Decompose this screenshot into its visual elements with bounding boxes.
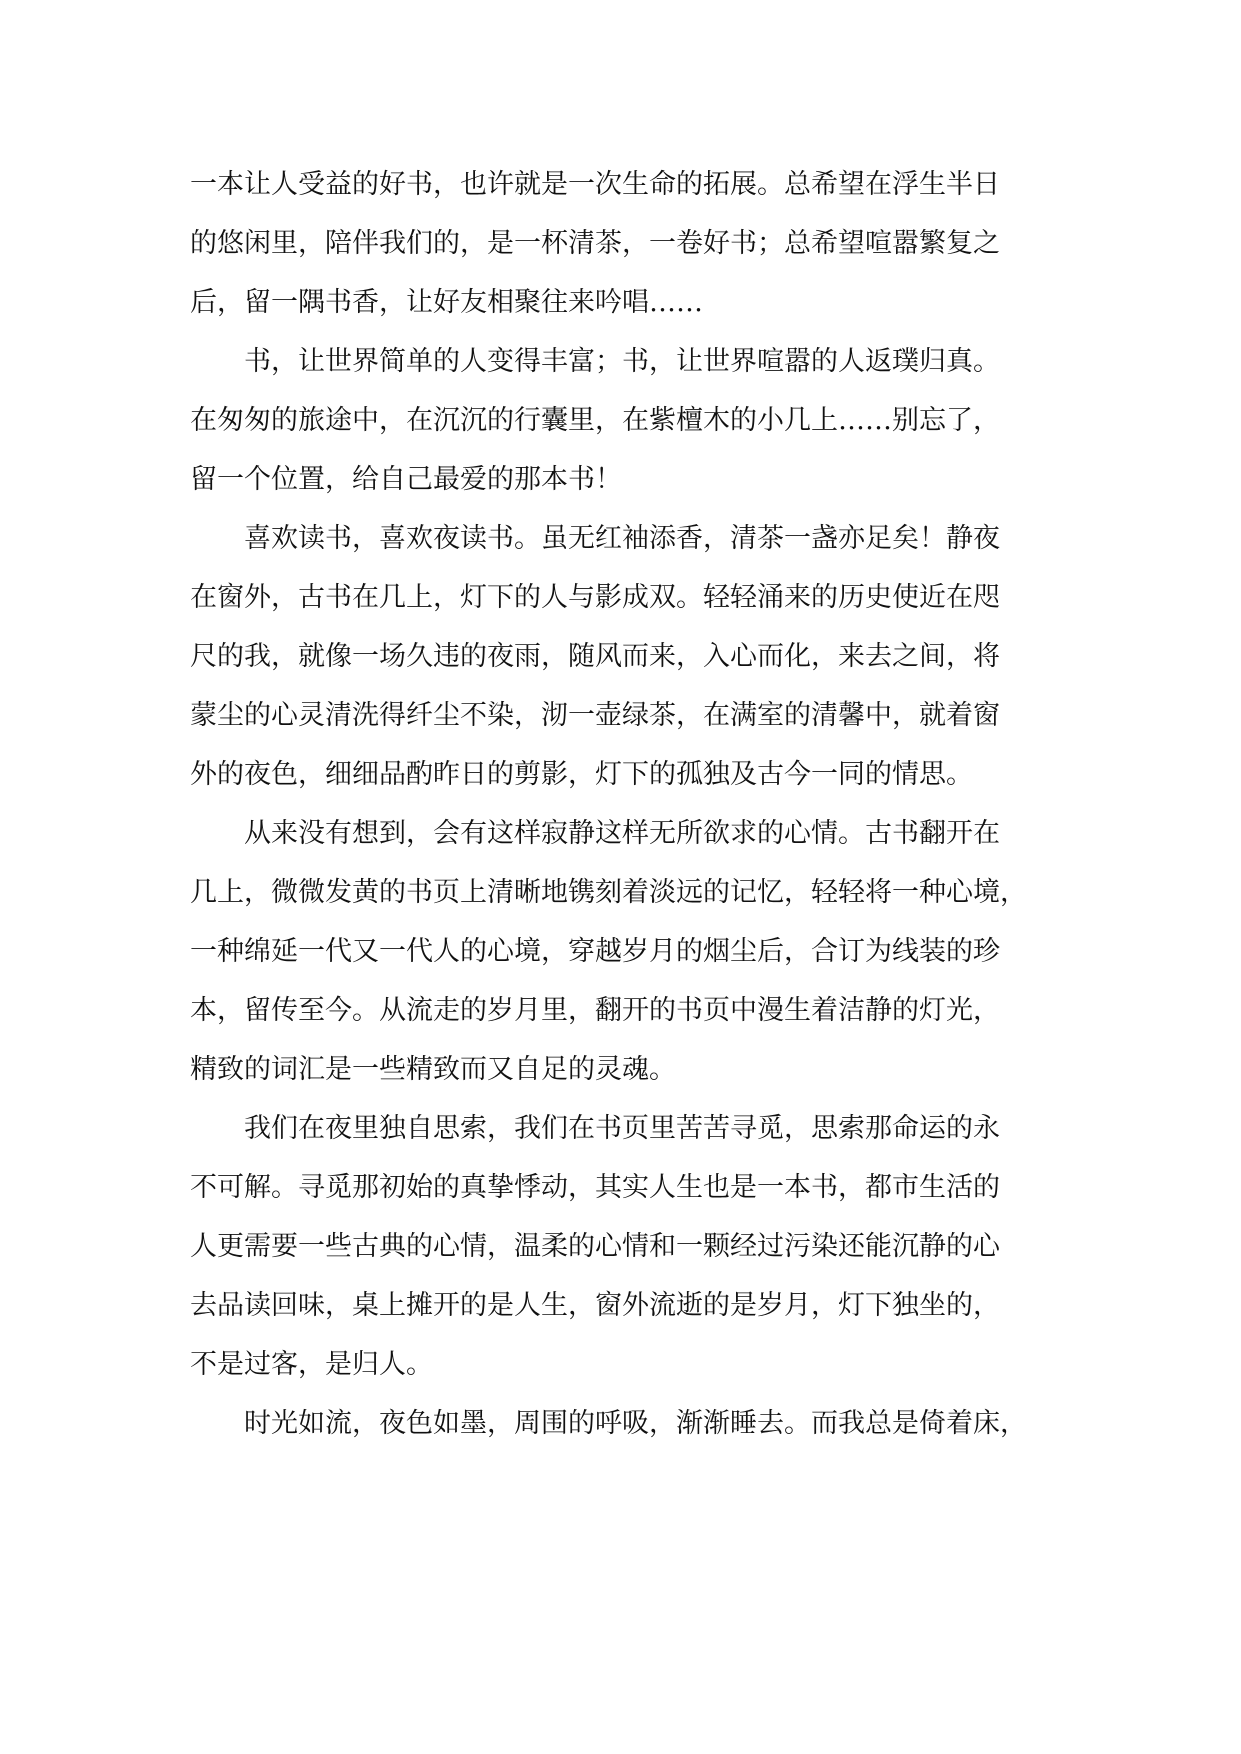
text-line: 时光如流，夜色如墨，周围的呼吸，渐渐睡去。而我总是倚着床，	[190, 1408, 1027, 1439]
text-line: 留一个位置，给自己最爱的那本书！	[190, 464, 622, 495]
text-line: 从来没有想到，会有这样寂静这样无所欲求的心情。古书翻开在	[190, 818, 1000, 849]
text-line: 书，让世界简单的人变得丰富；书，让世界喧嚣的人返璞归真。	[190, 346, 1000, 377]
text-line: 不是过客，是归人。	[190, 1349, 433, 1380]
body-text	[190, 155, 1070, 1453]
text-line: 喜欢读书，喜欢夜读书。虽无红袖添香，清茶一盏亦足矣！静夜	[190, 523, 1000, 554]
text-line: 几上，微微发黄的书页上清晰地镌刻着淡远的记忆，轻轻将一种心境，	[190, 877, 1027, 908]
text-line: 本，留传至今。从流走的岁月里，翻开的书页中漫生着洁静的灯光，	[190, 995, 1000, 1026]
text-line: 精致的词汇是一些精致而又自足的灵魂。	[190, 1054, 676, 1085]
text-line: 蒙尘的心灵清洗得纤尘不染，沏一壶绿茶，在满室的清馨中，就着窗	[190, 700, 1000, 731]
text-line: 在匆匆的旅途中，在沉沉的行囊里，在紫檀木的小几上……别忘了，	[190, 405, 1000, 436]
text-line: 不可解。寻觅那初始的真挚悸动，其实人生也是一本书，都市生活的	[190, 1172, 1000, 1203]
text-line: 人更需要一些古典的心情，温柔的心情和一颗经过污染还能沉静的心	[190, 1231, 1000, 1262]
text-line: 在窗外，古书在几上，灯下的人与影成双。轻轻涌来的历史使近在咫	[190, 582, 1000, 613]
text-line: 一本让人受益的好书，也许就是一次生命的拓展。总希望在浮生半日	[190, 169, 1000, 200]
text-line: 去品读回味，桌上摊开的是人生，窗外流逝的是岁月，灯下独坐的，	[190, 1290, 1000, 1321]
text-line: 一种绵延一代又一代人的心境，穿越岁月的烟尘后，合订为线装的珍	[190, 936, 1000, 967]
text-line: 后，留一隅书香，让好友相聚往来吟唱……	[190, 287, 703, 318]
text-line: 尺的我，就像一场久违的夜雨，随风而来，入心而化，来去之间，将	[190, 641, 1000, 672]
text-line: 外的夜色，细细品酌昨日的剪影，灯下的孤独及古今一同的情思。	[190, 759, 973, 790]
text-line: 的悠闲里，陪伴我们的，是一杯清茶，一卷好书；总希望喧嚣繁复之	[190, 228, 1000, 259]
text-line: 我们在夜里独自思索，我们在书页里苦苦寻觅，思索那命运的永	[190, 1113, 1000, 1144]
